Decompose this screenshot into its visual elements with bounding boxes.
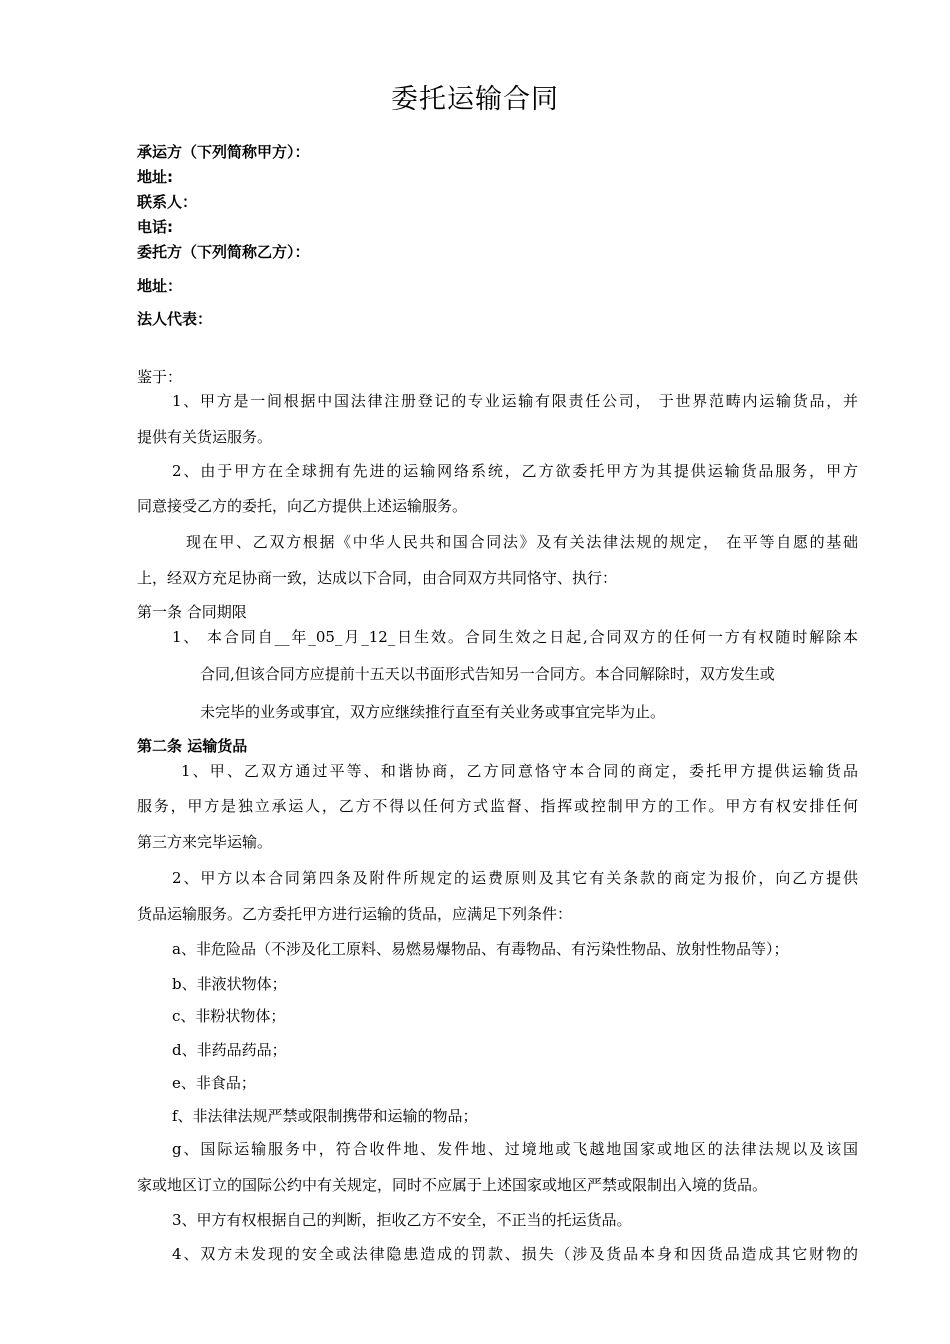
condition-b: b、非液状物体； (172, 975, 287, 993)
whereas-item-2-line-1: 2、由于甲方在全球拥有先进的运输网络系统，乙方欲委托甲方为其提供运输货品服务，甲方 (172, 462, 858, 480)
article-2-p1-line-2: 服务，甲方是独立承运人，乙方不得以任何方式监督、指挥或控制甲方的工作。甲方有权安排任何 (137, 797, 858, 815)
carrier-line: 承运方（下列简称甲方）： (137, 143, 310, 161)
whereas-item-1-line-1: 1、甲方是一间根据中国法律注册登记的专业运输有限责任公司， 于世界范畴内运输货品，并 (172, 392, 858, 410)
contact-line: 联系人： (137, 193, 198, 211)
article-2-p2-line-2: 货品运输服务。乙方委托甲方进行运输的货品，应满足下列条件： (137, 905, 573, 923)
condition-g-line-1: g、国际运输服务中，符合收件地、发件地、过境地或飞越地国家或地区的法律法规以及该国 (172, 1140, 858, 1158)
recital-line-2: 上，经双方充足协商一致，达成以下合同，由合同双方共同恪守、执行： (137, 569, 618, 587)
article-2-p1-line-1: 1、甲、乙双方通过平等、和谐协商，乙方同意恪守本合同的商定，委托甲方提供运输货品 (181, 762, 858, 780)
article-2-p1-line-3: 第三方来完毕运输。 (137, 833, 273, 851)
phone-line: 电话: (137, 218, 173, 236)
article-1-item-1-line-1: 1、 本合同自__年_05_月_12_日生效。合同生效之日起,合同双方的任何一方有权随时解除本 (172, 628, 858, 646)
whereas-label: 鉴于： (137, 368, 183, 386)
condition-c: c、非粉状物体； (172, 1007, 286, 1025)
recital-line-1: 现在甲、乙双方根据《中华人民共和国合同法》及有关法律法规的规定， 在平等自愿的基础 (186, 533, 858, 551)
condition-d: d、非药品药品； (172, 1041, 287, 1059)
article-2-p2-line-1: 2、甲方以本合同第四条及附件所规定的运费原则及其它有关条款的商定为报价，向乙方提供 (172, 869, 858, 887)
whereas-item-1-line-2: 提供有关货运服务。 (137, 428, 273, 446)
condition-e: e、非食品； (172, 1074, 256, 1092)
article-2-heading: 第二条 运输货品 (137, 737, 248, 755)
contract-title: 委托运输合同 (391, 84, 559, 115)
article-1-item-1-line-3: 未完毕的业务或事宜，双方应继续推行直至有关业务或事宜完毕为止。 (200, 703, 666, 721)
article-1-item-1-line-2: 合同,但该合同方应提前十五天以书面形式告知另一合同方。本合同解除时，双方发生或 (200, 665, 775, 683)
condition-a: a、非危险品（不涉及化工原料、易燃易爆物品、有毒物品、有污染性物品、放射性物品等）； (172, 940, 789, 958)
client-line: 委托方（下列简称乙方）： (137, 243, 310, 261)
address-line-1: 地址: (137, 168, 173, 186)
article-2-p3: 3、甲方有权根据自己的判断，拒收乙方不安全，不正当的托运货品。 (172, 1211, 632, 1229)
whereas-item-2-line-2: 同意接受乙方的委托，向乙方提供上述运输服务。 (137, 497, 468, 515)
address-line-2: 地址： (137, 277, 183, 295)
article-2-p4-line-1: 4、双方未发现的安全或法律隐患造成的罚款、损失（涉及货品本身和因货品造成其它财物的 (172, 1245, 858, 1263)
article-1-heading: 第一条 合同期限 (137, 603, 247, 621)
legal-rep-line: 法人代表： (137, 310, 213, 328)
condition-g-line-2: 家或地区订立的国际公约中有关规定，同时不应属于上述国家或地区严禁或限制出入境的货品。 (137, 1176, 768, 1194)
condition-f: f、非法律法规严禁或限制携带和运输的物品； (172, 1107, 478, 1125)
